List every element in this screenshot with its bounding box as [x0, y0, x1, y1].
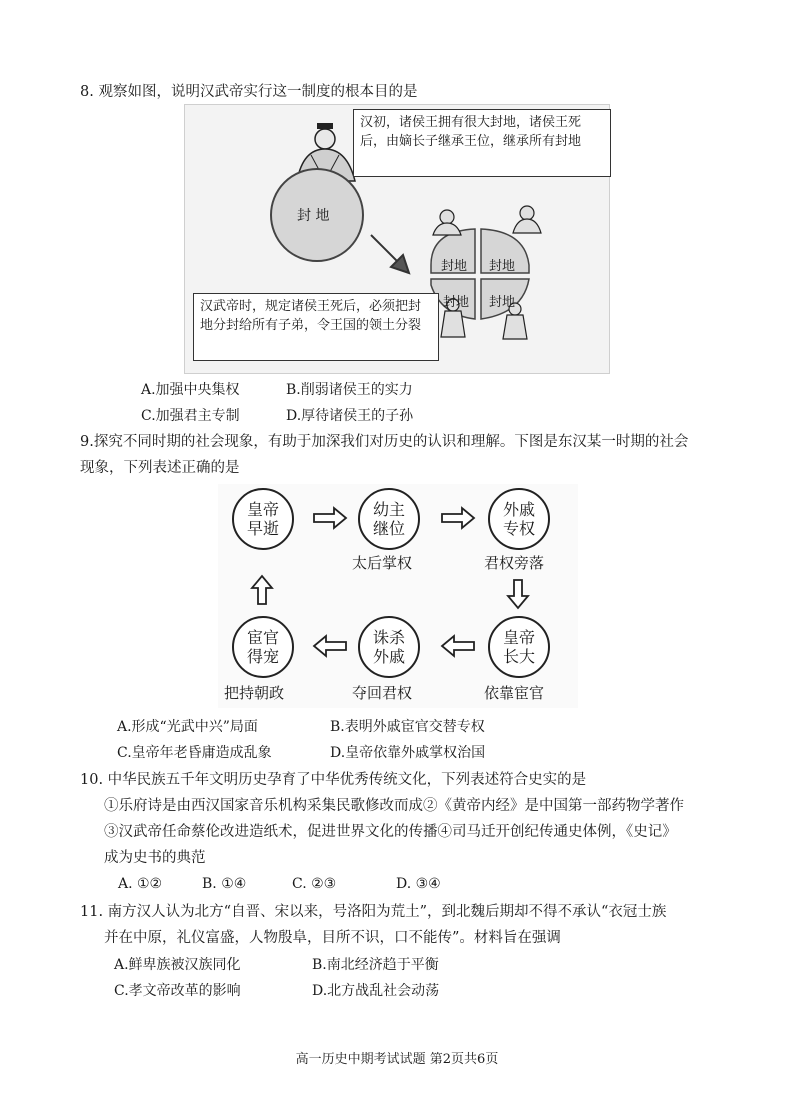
caption-power-lost: 君权旁落 [484, 554, 545, 572]
q11-option-d[interactable]: D.北方战乱社会动荡 [312, 983, 440, 999]
q9-stem-line2: 现象，下列表述正确的是 [80, 460, 240, 476]
q9-stem-line1: 9.探究不同时期的社会现象，有助于加深我们对历史的认识和理解。下图是东汉某一时期的社会 [80, 434, 689, 450]
q9-option-a[interactable]: A.形成“光武中兴”局面 [117, 719, 258, 735]
page-footer: 高一历史中期考试试题 第2页共6页 [295, 1052, 499, 1067]
fief-label-3: 封地 [443, 295, 470, 310]
circle-consort-clan-rule: 外戚专权 [488, 488, 550, 550]
q9-option-b[interactable]: B.表明外戚宦官交替专权 [330, 719, 485, 735]
caption-regain-power: 夺回君权 [352, 684, 413, 702]
q8-option-a[interactable]: A.加强中央集权 [141, 382, 240, 398]
big-fief-label: 封 地 [297, 208, 330, 224]
q8-option-d[interactable]: D.厚待诸侯王的子孙 [286, 408, 414, 424]
circle-emperor-dies-early: 皇帝早逝 [232, 488, 294, 550]
q8-stem: 8. 观察如图，说明汉武帝实行这一制度的根本目的是 [80, 84, 418, 100]
q8-figure [184, 104, 610, 374]
q10-option-c[interactable]: C. ②③ [292, 876, 337, 892]
q10-statement-line1: ①乐府诗是由西汉国家音乐机构采集民歌修改而成②《黄帝内经》是中国第一部药物学著作 [104, 798, 684, 814]
q11-stem-line2: 并在中原，礼仪富盛，人物殷阜，目所不识，口不能传”。材料旨在强调 [104, 930, 561, 946]
q10-statement-line2: ③汉武帝任命蔡伦改进造纸术，促进世界文化的传播④司马迁开创纪传通史体例，《史记》 [104, 824, 677, 840]
circle-eunuch-favored: 宦官得宠 [232, 616, 294, 678]
q8-text-box-early-han: 汉初，诸侯王拥有很大封地，诸侯王死后，由嫡长子继承王位，继承所有封地 [353, 109, 611, 177]
q11-stem-line1: 11. 南方汉人认为北方“自晋、宋以来，号洛阳为荒土”，到北魏后期却不得不承认“衣冠士族 [80, 904, 667, 920]
q9-option-c[interactable]: C.皇帝年老昏庸造成乱象 [117, 745, 272, 761]
caption-rely-eunuch: 依靠宦官 [484, 684, 545, 702]
q9-option-d[interactable]: D.皇帝依靠外戚掌权治国 [330, 745, 486, 761]
q11-option-b[interactable]: B.南北经济趋于平衡 [312, 957, 439, 973]
q8-text-box-wudi: 汉武帝时，规定诸侯王死后，必须把封地分封给所有子弟，令王国的领土分裂 [193, 293, 439, 361]
circle-child-emperor: 幼主继位 [358, 488, 420, 550]
circle-emperor-grows-up: 皇帝长大 [488, 616, 550, 678]
q10-option-a[interactable]: A. ①② [118, 876, 163, 892]
fief-label-4: 封地 [489, 295, 516, 310]
q11-option-c[interactable]: C.孝文帝改革的影响 [114, 983, 241, 999]
circle-kill-consort-clan: 诛杀外戚 [358, 616, 420, 678]
fief-label-2: 封地 [489, 259, 516, 274]
q10-stem: 10. 中华民族五千年文明历史孕育了中华优秀传统文化，下列表述符合史实的是 [80, 772, 587, 788]
q9-figure [218, 484, 578, 708]
q10-option-b[interactable]: B. ①④ [202, 876, 247, 892]
q11-option-a[interactable]: A.鲜卑族被汉族同化 [114, 957, 241, 973]
q8-option-b[interactable]: B.削弱诸侯王的实力 [286, 382, 413, 398]
q10-statement-line3: 成为史书的典范 [104, 850, 206, 866]
fief-label-1: 封地 [441, 259, 468, 274]
caption-control-court: 把持朝政 [224, 684, 285, 702]
caption-empress-dowager: 太后掌权 [352, 554, 413, 572]
q8-option-c[interactable]: C.加强君主专制 [141, 408, 240, 424]
q10-option-d[interactable]: D. ③④ [396, 876, 441, 892]
